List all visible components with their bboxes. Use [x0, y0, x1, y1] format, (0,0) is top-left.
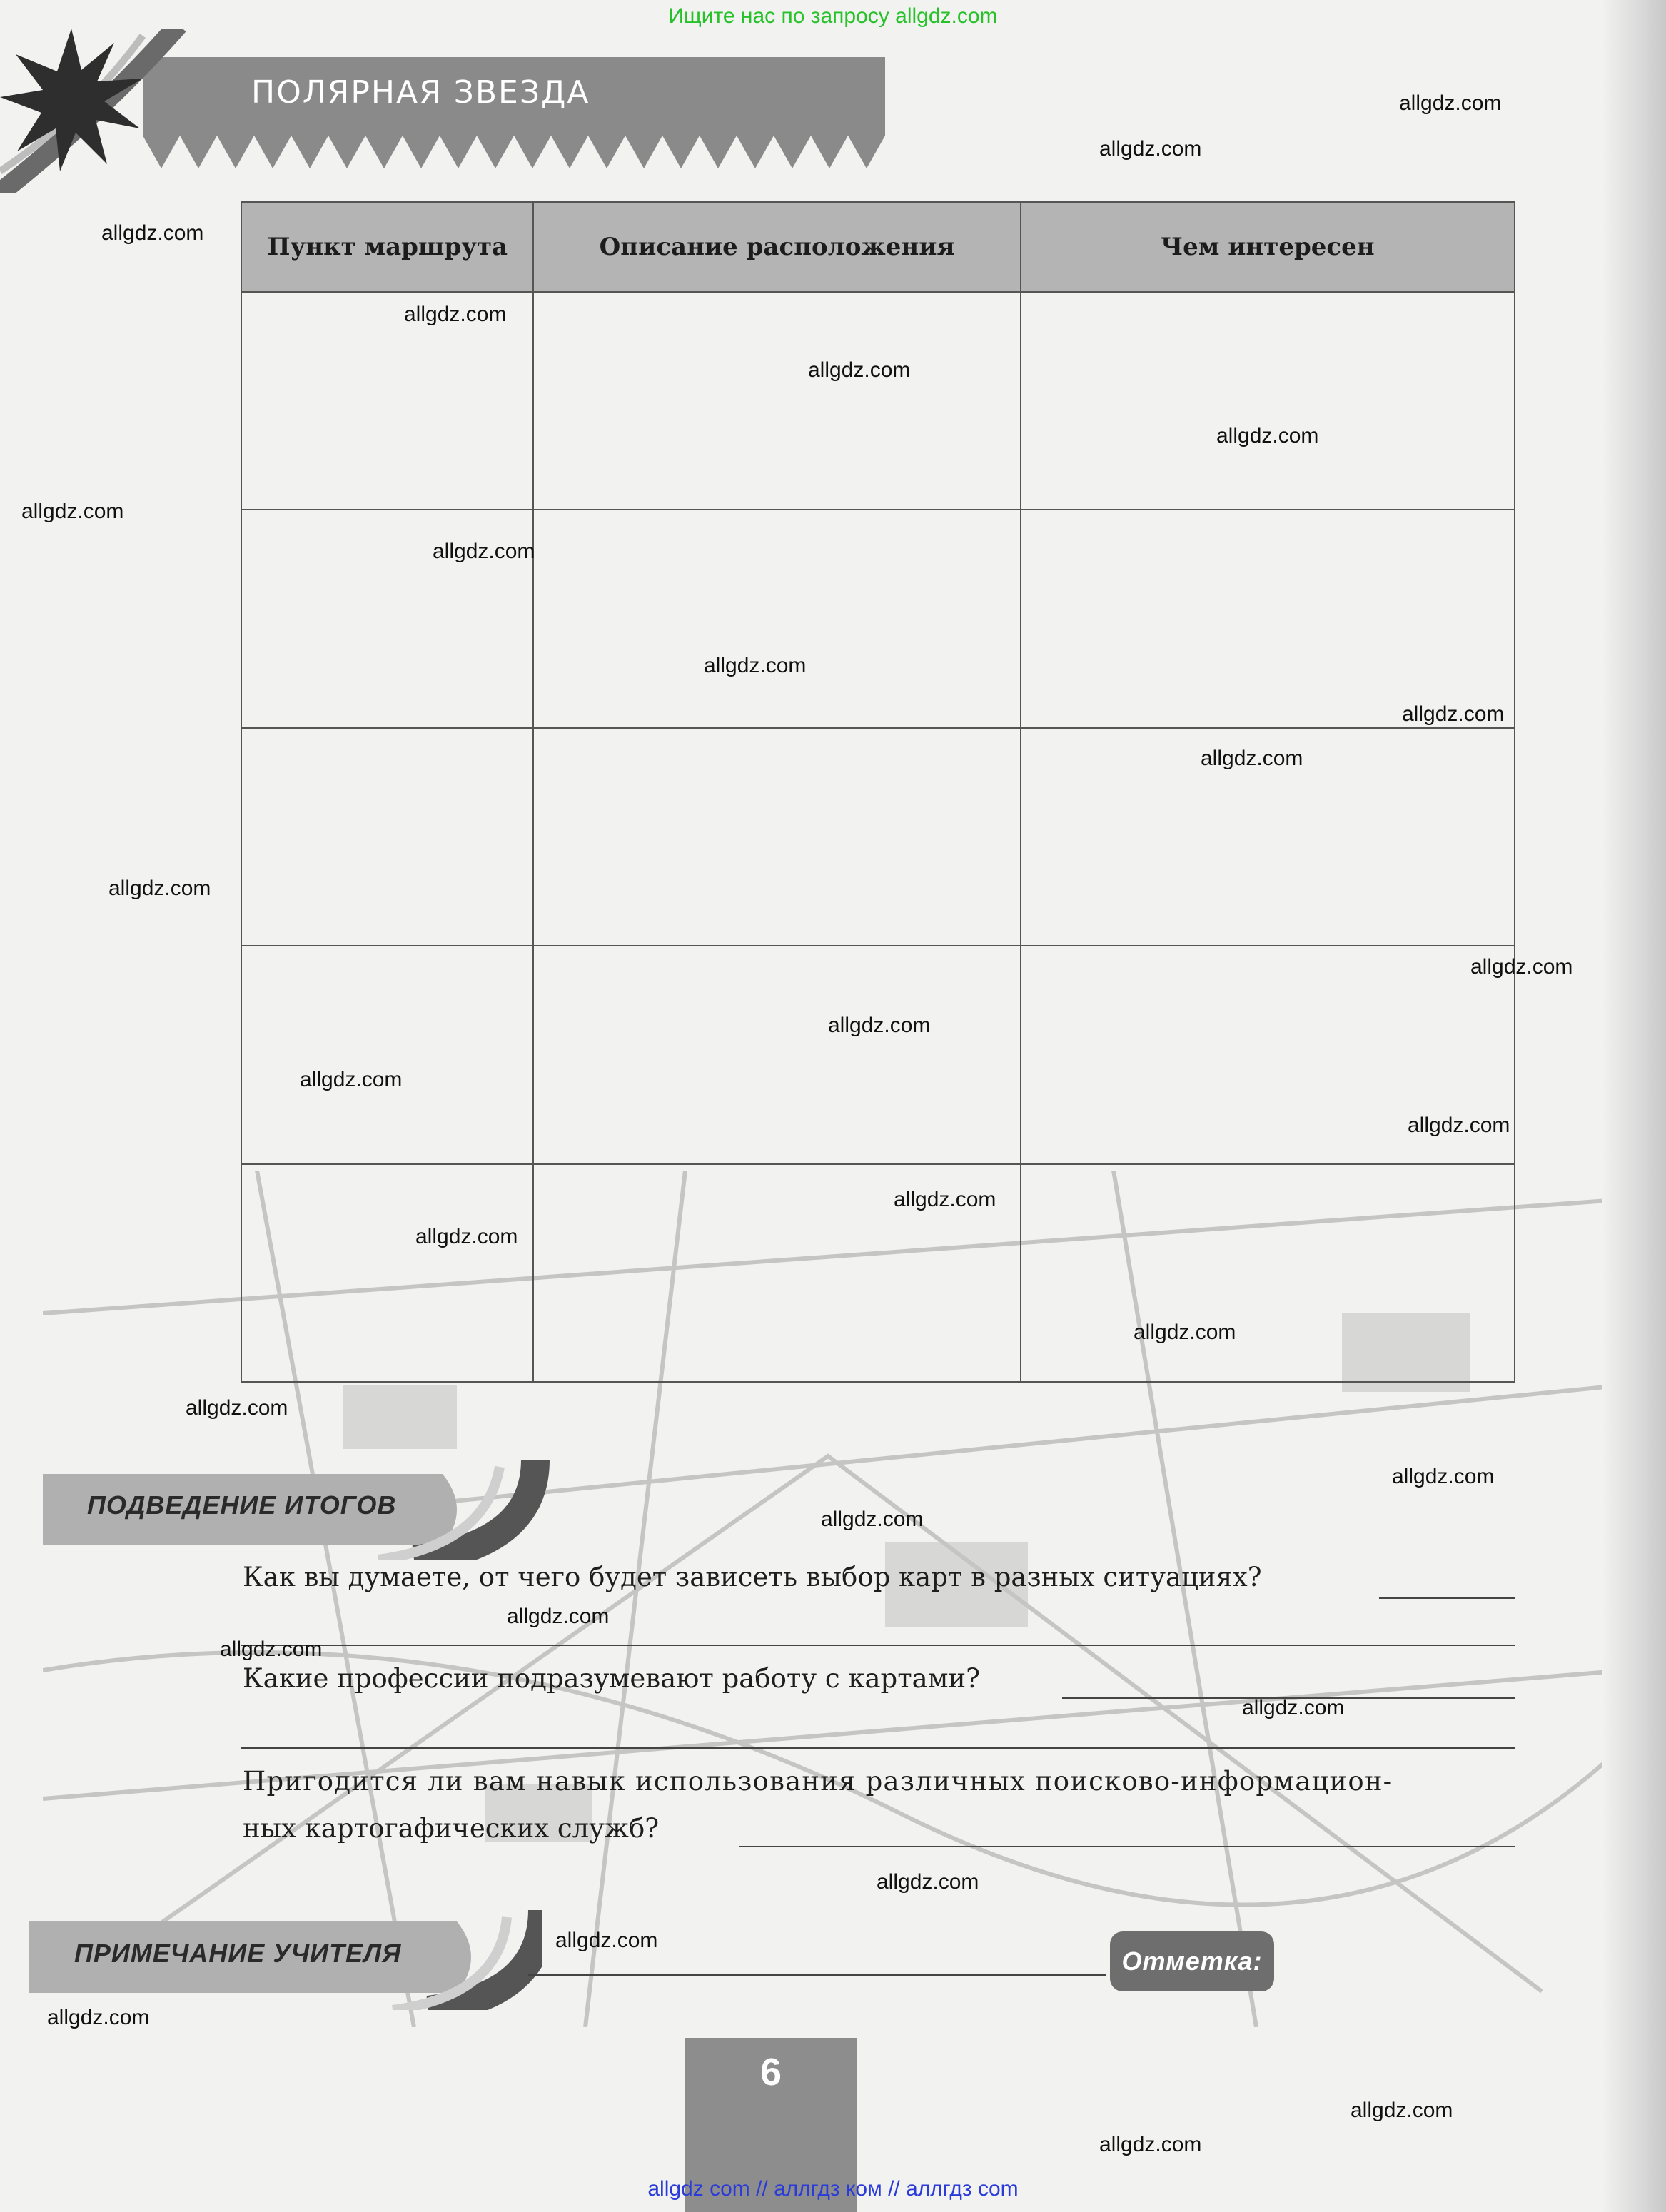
promo-bottom-link[interactable]: allgdz com // аллгдз ком // аллгдз com [647, 2177, 1019, 2201]
answer-line[interactable] [241, 1747, 1515, 1749]
watermark: allgdz.com [1134, 1320, 1236, 1344]
question-3-line-2: ных картогафических служб? [243, 1813, 660, 1844]
header-title: ПОЛЯРНАЯ ЗВЕЗДА [251, 74, 590, 111]
watermark: allgdz.com [415, 1225, 518, 1248]
watermark: allgdz.com [108, 877, 211, 900]
watermark: allgdz.com [433, 540, 535, 563]
watermark: allgdz.com [1201, 747, 1303, 770]
table-cell[interactable] [241, 1164, 533, 1382]
watermark: allgdz.com [704, 654, 807, 677]
answer-line[interactable] [241, 1645, 1515, 1646]
answer-line[interactable] [1379, 1597, 1515, 1599]
watermark: allgdz.com [1216, 424, 1319, 448]
watermark: allgdz.com [1402, 702, 1505, 726]
watermark: allgdz.com [220, 1637, 323, 1661]
table-cell[interactable] [533, 946, 1020, 1163]
watermark: allgdz.com [47, 2006, 150, 2029]
watermark: allgdz.com [1099, 137, 1202, 161]
watermark: allgdz.com [1242, 1696, 1345, 1719]
table-cell[interactable] [1021, 510, 1515, 727]
watermark: allgdz.com [1351, 2099, 1453, 2122]
watermark: allgdz.com [877, 1870, 979, 1894]
watermark: allgdz.com [1392, 1465, 1495, 1488]
watermark: allgdz.com [186, 1396, 288, 1420]
watermark: allgdz.com [1408, 1113, 1510, 1137]
watermark: allgdz.com [404, 303, 507, 326]
teacher-note-line[interactable] [528, 1974, 1106, 1976]
table-cell[interactable] [533, 728, 1020, 946]
column-header-location-description: Описание расположения [533, 202, 1020, 292]
question-1: Как вы думаете, от чего будет зависеть выбор карт в разных ситуациях? [243, 1562, 1262, 1592]
table-header-row [241, 202, 1515, 292]
table-cell[interactable] [533, 292, 1020, 510]
table-cell[interactable] [1021, 292, 1515, 510]
watermark: allgdz.com [21, 500, 124, 523]
watermark: allgdz.com [821, 1508, 924, 1531]
table-cell[interactable] [241, 728, 533, 946]
watermark: allgdz.com [1470, 955, 1573, 979]
watermark: allgdz.com [101, 221, 204, 245]
watermark: allgdz.com [507, 1605, 610, 1628]
watermark: allgdz.com [894, 1188, 996, 1211]
summary-heading: ПОДВЕДЕНИЕ ИТОГОВ [87, 1490, 397, 1520]
teacher-note-heading: ПРИМЕЧАНИЕ УЧИТЕЛЯ [74, 1939, 402, 1968]
star-icon [0, 29, 143, 171]
column-header-why-interesting: Чем интересен [1021, 202, 1515, 292]
table-cell[interactable] [533, 510, 1020, 727]
promo-top-link[interactable]: Ищите нас по запросу allgdz.com [668, 4, 998, 28]
watermark: allgdz.com [808, 358, 911, 382]
table-row [241, 728, 1515, 946]
page-edge-shadow [1602, 0, 1666, 2212]
table-row [241, 1164, 1515, 1382]
answer-line[interactable] [739, 1846, 1515, 1847]
table-cell[interactable] [1021, 1164, 1515, 1382]
watermark: allgdz.com [1399, 91, 1502, 115]
table-cell[interactable] [241, 946, 533, 1163]
table-row [241, 946, 1515, 1163]
watermark: allgdz.com [1099, 2133, 1202, 2156]
watermark: allgdz.com [555, 1929, 658, 1952]
question-2: Какие профессии подразумевают работу с картами? [243, 1663, 981, 1694]
column-header-route-point: Пункт маршрута [241, 202, 533, 292]
mark-badge: Отметка: [1110, 1931, 1274, 1991]
watermark: allgdz.com [300, 1068, 403, 1091]
page-number: 6 [759, 2051, 782, 2094]
watermark: allgdz.com [828, 1014, 931, 1037]
question-3-line-1: Пригодится ли вам навык использования различных поисково-информацион- [243, 1766, 1393, 1797]
